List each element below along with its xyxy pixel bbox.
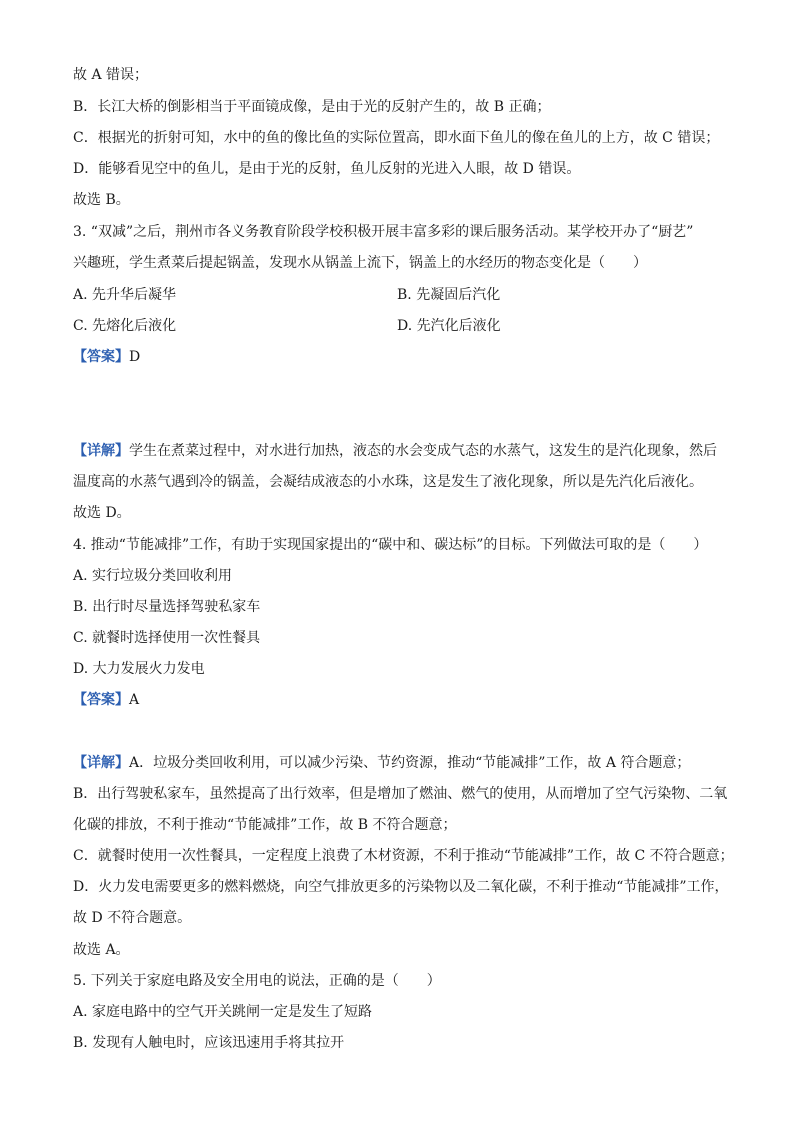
question-3-option-b: B. 先凝固后汽化 [397,287,501,303]
question-3-option-c: C. 先熔化后液化 [73,318,177,334]
question-3-option-a: A. 先升华后凝华 [73,287,177,303]
question-5-stem: 5. 下列关于家庭电路及安全用电的说法，正确的是（ ） [73,973,441,989]
text-line: 温度高的水蒸气遇到冷的锅盖，会凝结成液态的小水珠，这是发生了液化现象，所以是先汽化后液化。 [73,474,703,490]
text-line: D．能够看见空中的鱼儿，是由于光的反射，鱼儿反射的光进入人眼，故 D 错误。 [73,161,581,177]
answer-value: D [129,349,141,365]
detail-text: 学生在煮菜过程中，对水进行加热，液态的水会变成气态的水蒸气，这发生的是汽化现象，然后 [129,443,717,459]
text-line: D．火力发电需要更多的燃料燃烧，向空气排放更多的污染物以及二氧化碳，不利于推动“节能减排”工作， [73,879,729,895]
question-3-detail [73,441,717,461]
answer-label: 【答案】 [73,692,129,708]
question-4-option-a: A. 实行垃圾分类回收利用 [73,568,233,584]
text-line: 故 A 错误； [73,67,149,83]
text-line: B．出行驾驶私家车，虽然提高了出行效率，但是增加了燃油、燃气的使用，从而增加了空气污染物、二氧 [73,786,728,802]
question-4-answer [73,690,139,710]
text-line: 化碳的排放，不利于推动“节能减排”工作，故 B 不符合题意； [73,817,457,833]
question-4-stem: 4. 推动“节能减排”工作，有助于实现国家提出的“碳中和、碳达标”的目标。下列做法可取的是（ ） [73,537,708,553]
detail-text: A．垃圾分类回收利用，可以减少污染、节约资源，推动“节能减排”工作，故 A 符合题意； [129,755,691,771]
text-line: C．就餐时使用一次性餐具，一定程度上浪费了木材资源，不利于推动“节能减排”工作，故 C 不符合题意； [73,848,734,864]
text-line: 故选 D。 [73,505,131,521]
text-line: 故选 B。 [73,192,130,208]
question-5-option-a: A. 家庭电路中的空气开关跳闸一定是发生了短路 [73,1004,373,1020]
question-4-option-c: C. 就餐时选择使用一次性餐具 [73,630,261,646]
text-line: 故选 A。 [73,942,130,958]
question-3-option-d: D. 先汽化后液化 [397,318,501,334]
answer-value: A [129,692,140,708]
question-3-stem: 兴趣班，学生煮菜后提起锅盖，发现水从锅盖上流下，锅盖上的水经历的物态变化是（ ） [73,255,647,271]
text-line: C．根据光的折射可知，水中的鱼的像比鱼的实际位置高，即水面下鱼儿的像在鱼儿的上方，故 C 错误； [73,130,720,146]
question-4-option-b: B. 出行时尽量选择驾驶私家车 [73,599,261,615]
question-5-option-b: B. 发现有人触电时，应该迅速用手将其拉开 [73,1035,345,1051]
question-3-answer [73,347,140,367]
question-3-stem: 3. “双减”之后，荆州市各义务教育阶段学校积极开展丰富多彩的课后服务活动。某学校开办了“厨艺” [73,224,694,240]
answer-label: 【答案】 [73,349,129,365]
detail-label: 【详解】 [73,755,129,771]
text-line: B．长江大桥的倒影相当于平面镜成像，是由于光的反射产生的，故 B 正确； [73,99,551,115]
question-4-option-d: D. 大力发展火力发电 [73,661,205,677]
detail-label: 【详解】 [73,443,129,459]
text-line: 故 D 不符合题意。 [73,910,192,926]
question-4-detail [73,753,690,773]
